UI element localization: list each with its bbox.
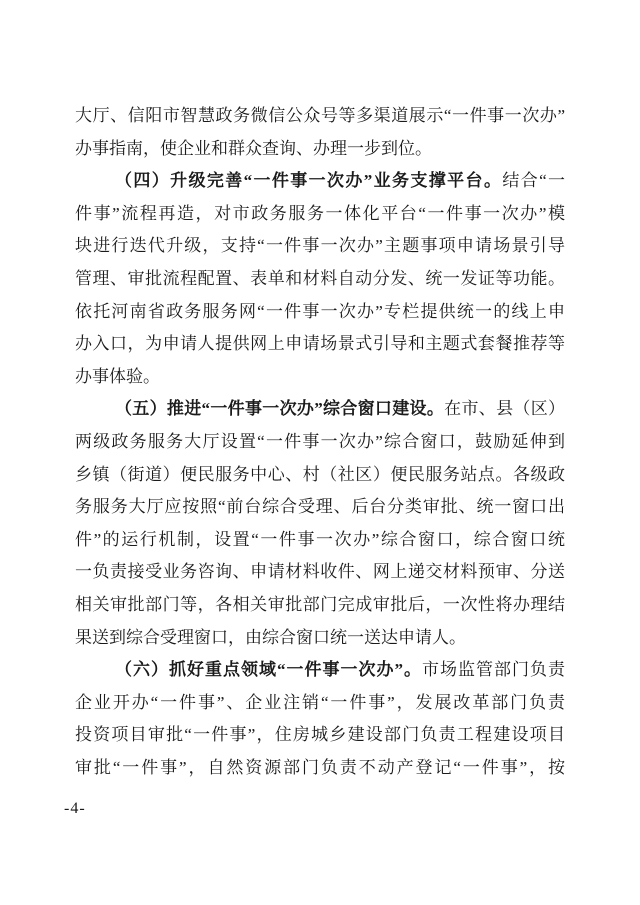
body-text: 市场监管部门负责 (422, 660, 565, 680)
section-heading-text: （六）抓好重点领域“一件事一次办”。 (115, 660, 422, 680)
text-line (75, 524, 565, 557)
body-text: 管理、审批流程配置、表单和材料自动分发、统一发证等功能。 (75, 268, 565, 288)
body-text: 一负责接受业务咨询、申请材料收件、网上递交材料预审、分送 (75, 562, 565, 582)
body-text: 两级政务服务大厅设置“一件事一次办”综合窗口，鼓励延伸到 (75, 431, 565, 451)
body-text: 件”的运行机制，设置“一件事一次办”综合窗口，综合窗口统 (75, 529, 565, 549)
body-text: 企业开办“一件事”、企业注销“一件事”，发展改革部门负责 (75, 692, 565, 712)
section-heading-text: （五）推进“一件事一次办”综合窗口建设。 (115, 399, 445, 419)
paragraph-section-5 (75, 393, 565, 654)
body-text: 块进行迭代升级，支持“一件事一次办”主题事项申请场景引导 (75, 236, 565, 256)
page-number: -4- (64, 800, 86, 817)
body-text: 乡镇（街道）便民服务中心、村（社区）便民服务站点。各级政 (75, 464, 565, 484)
body-text: 结合“一 (502, 171, 565, 191)
body-text: 相关审批部门等，各相关审批部门完成审批后，一次性将办理结 (75, 594, 565, 614)
body-text: 大厅、信阳市智慧政务微信公众号等多渠道展示“一件事一次办” (75, 106, 565, 125)
body-text: 办事体验。 (75, 366, 160, 386)
text-line (75, 491, 565, 524)
body-text: 办事指南，使企业和群众查询、办理一步到位。 (75, 138, 432, 158)
body-text: 办入口，为申请人提供网上申请场景式引导和主题式套餐推荐等 (75, 334, 565, 354)
text-line (75, 100, 565, 133)
text-line (75, 198, 565, 231)
text-line (75, 687, 565, 720)
body-text: 投资项目审批“一件事”，住房城乡建设部门负责工程建设项目 (75, 725, 565, 745)
text-line (75, 263, 565, 296)
body-text: 务服务大厅应按照“前台综合受理、后台分类审批、统一窗口出 (75, 497, 565, 517)
text-line (75, 752, 565, 785)
body-text: 依托河南省政务服务网“一件事一次办”专栏提供统一的线上申 (75, 301, 565, 321)
body-text: 审批“一件事”，自然资源部门负责不动产登记“一件事”，按 (75, 757, 565, 777)
text-line (75, 133, 565, 166)
text-line (75, 719, 565, 752)
text-line (75, 622, 565, 655)
text-line (75, 426, 565, 459)
text-line (75, 654, 565, 687)
paragraph-continuation (75, 100, 565, 165)
paragraph-section-4 (75, 165, 565, 393)
document-body (75, 100, 565, 784)
text-line (75, 459, 565, 492)
body-text: 件事”流程再造，对市政务服务一体化平台“一件事一次办”模 (75, 203, 565, 223)
text-line (75, 556, 565, 589)
text-line (75, 328, 565, 361)
body-text: 果送到综合受理窗口，由综合窗口统一送达申请人。 (75, 627, 466, 647)
text-line (75, 393, 565, 426)
text-line (75, 165, 565, 198)
body-text: 在市、县（区） (444, 399, 565, 419)
text-line (75, 361, 565, 394)
paragraph-section-6 (75, 654, 565, 784)
text-line (75, 230, 565, 263)
text-line (75, 589, 565, 622)
text-line (75, 296, 565, 329)
section-heading-text: （四）升级完善“一件事一次办”业务支撑平台。 (115, 171, 503, 191)
